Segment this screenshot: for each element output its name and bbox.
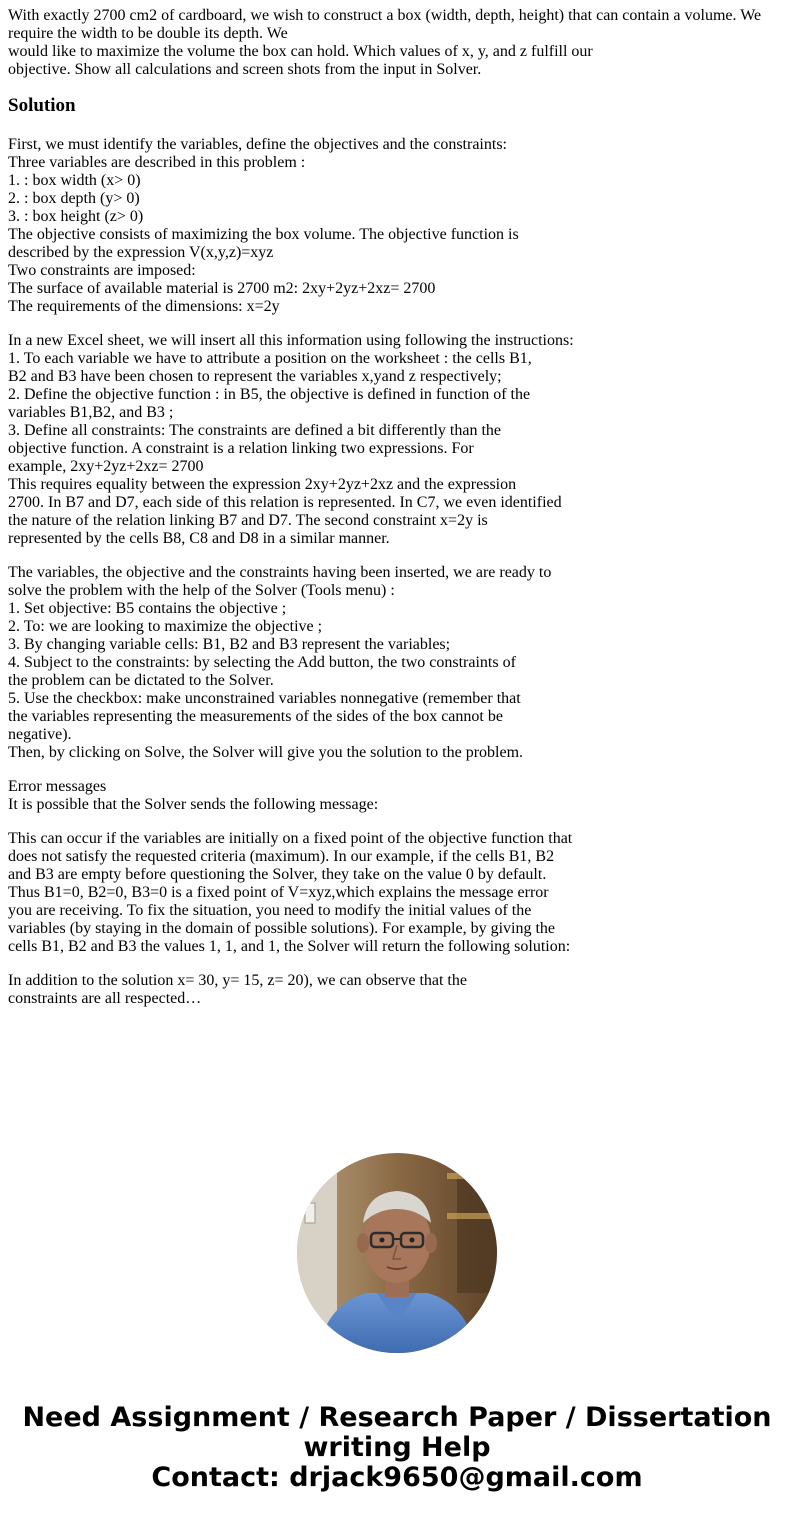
text-line: 2. : box depth (y> 0) xyxy=(8,190,140,207)
text-line: represented by the cells B8, C8 and D8 in a similar manner. xyxy=(8,530,390,547)
text-line: Thus B1=0, B2=0, B3=0 is a fixed point of V=xyz,which explains the message error xyxy=(8,884,549,901)
document-body xyxy=(8,7,788,1024)
footer-banner xyxy=(0,1403,794,1493)
text-line: the problem can be dictated to the Solver. xyxy=(8,672,274,689)
text-line: 3. By changing variable cells: B1, B2 and B3 represent the variables; xyxy=(8,636,451,653)
text-line: It is possible that the Solver sends the following message: xyxy=(8,796,379,813)
paragraph-error-messages xyxy=(8,778,788,814)
text-line: B2 and B3 have been chosen to represent the variables x,yand z respectively; xyxy=(8,368,502,385)
text-line: Error messages xyxy=(8,778,107,795)
paragraph-solver-steps xyxy=(8,564,788,762)
text-line: solve the problem with the help of the Solver (Tools menu) : xyxy=(8,582,395,599)
text-line: cells B1, B2 and B3 the values 1, 1, and 1, the Solver will return the following solution: xyxy=(8,938,571,955)
text-line: The variables, the objective and the constraints having been inserted, we are ready to xyxy=(8,564,552,581)
text-line: does not satisfy the requested criteria (maximum). In our example, if the cells B1, B2 xyxy=(8,848,555,865)
text-line: First, we must identify the variables, define the objectives and the constraints: xyxy=(8,136,507,153)
text-line: The objective consists of maximizing the box volume. The objective function is xyxy=(8,226,519,243)
text-line: The requirements of the dimensions: x=2y xyxy=(8,298,280,315)
text-line: Three variables are described in this problem : xyxy=(8,154,306,171)
text-line: 3. : box height (z> 0) xyxy=(8,208,144,225)
text-line: the nature of the relation linking B7 and D7. The second constraint x=2y is xyxy=(8,512,488,529)
text-line: 4. Subject to the constraints: by selecting the Add button, the two constraints of xyxy=(8,654,516,671)
text-line: This requires equality between the expression 2xy+2yz+2xz and the expression xyxy=(8,476,517,493)
question-text xyxy=(8,7,788,79)
text-line: variables (by staying in the domain of possible solutions). For example, by giving the xyxy=(8,920,556,937)
text-line: 2. To: we are looking to maximize the objective ; xyxy=(8,618,323,635)
text-line: 3. Define all constraints: The constraints are defined a bit differently than the xyxy=(8,422,502,439)
paragraph-variables xyxy=(8,136,788,316)
text-line: negative). xyxy=(8,726,72,743)
text-line: Then, by clicking on Solve, the Solver will give you the solution to the problem. xyxy=(8,744,524,761)
text-line: In addition to the solution x= 30, y= 15, z= 20), we can observe that the xyxy=(8,972,467,989)
text-line: 2. Define the objective function : in B5, the objective is defined in function of the xyxy=(8,386,531,403)
text-line: objective function. A constraint is a relation linking two expressions. For xyxy=(8,440,474,457)
text-line: The surface of available material is 2700 m2: 2xy+2yz+2xz= 2700 xyxy=(8,280,436,297)
text-line: 1. : box width (x> 0) xyxy=(8,172,141,189)
text-line: This can occur if the variables are initially on a fixed point of the objective function that xyxy=(8,830,573,847)
text-line: described by the expression V(x,y,z)=xyz xyxy=(8,244,274,261)
solution-heading: Solution xyxy=(8,95,76,116)
avatar xyxy=(297,1153,497,1353)
text-line: and B3 are empty before questioning the Solver, they take on the value 0 by default. xyxy=(8,866,547,883)
text-line: Two constraints are imposed: xyxy=(8,262,196,279)
text-line: 2700. In B7 and D7, each side of this relation is represented. In C7, we even identified xyxy=(8,494,562,511)
paragraph-excel-instructions xyxy=(8,332,788,548)
text-line: In a new Excel sheet, we will insert all this information using following the instructions: xyxy=(8,332,574,349)
text-line: 1. Set objective: B5 contains the objective ; xyxy=(8,600,287,617)
paragraph-fixed-point xyxy=(8,830,788,956)
person-portrait-icon xyxy=(297,1153,497,1353)
text-line: constraints are all respected… xyxy=(8,990,202,1007)
text-line: the variables representing the measurements of the sides of the box cannot be xyxy=(8,708,503,725)
text-line: 1. To each variable we have to attribute a position on the worksheet : the cells B1, xyxy=(8,350,532,367)
question-line: With exactly 2700 cm2 of cardboard, we wish to construct a box (width, depth, height) that can contain a volume. We require the width to be double its depth. We xyxy=(8,7,762,42)
footer-line-1: Need Assignment / Research Paper / Dissertation xyxy=(22,1402,772,1433)
text-line: variables B1,B2, and B3 ; xyxy=(8,404,174,421)
text-line: 5. Use the checkbox: make unconstrained variables nonnegative (remember that xyxy=(8,690,521,707)
footer-contact: Contact: drjack9650@gmail.com xyxy=(151,1462,643,1493)
text-line: example, 2xy+2yz+2xz= 2700 xyxy=(8,458,204,475)
question-line: would like to maximize the volume the box can hold. Which values of x, y, and z fulfill our xyxy=(8,43,593,60)
footer-line-2: writing Help xyxy=(303,1432,491,1463)
paragraph-conclusion xyxy=(8,972,788,1008)
text-line: you are receiving. To fix the situation, you need to modify the initial values of the xyxy=(8,902,532,919)
question-line: objective. Show all calculations and screen shots from the input in Solver. xyxy=(8,61,482,78)
